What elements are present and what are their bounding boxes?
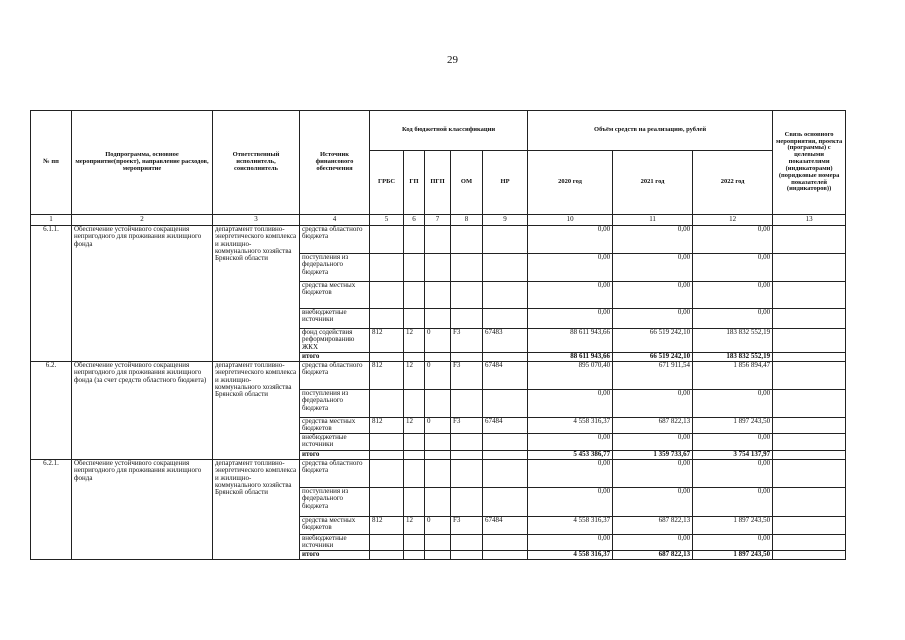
amount-y2021: 66 519 242,10 [613,329,693,353]
header-volume: Объём средств на реализацию, рублей [528,111,773,151]
amount-y2022: 0,00 [693,282,773,309]
column-index: 4 [300,215,370,226]
code-empty [370,451,404,460]
header-source: Источник финансового обеспечения [300,111,370,215]
code-pgp: 0 [425,517,451,535]
funding-source: внебюджетные источники [300,535,370,551]
header-grbs: ГРБС [370,151,404,215]
code-empty [483,353,528,362]
amount-y2022: 0,00 [693,254,773,282]
code-empty [483,451,528,460]
header-gp: ГП [404,151,425,215]
table-row [31,460,846,488]
header-2021: 2021 год [613,151,693,215]
code-pgp [425,309,451,329]
code-np [483,282,528,309]
code-gp: 12 [404,517,425,535]
code-om [451,254,483,282]
code-np [483,254,528,282]
funding-source: средства местных бюджетов [300,418,370,434]
code-grbs [370,535,404,551]
column-index: 13 [773,215,846,226]
code-pgp [425,434,451,451]
amount-y2022: 183 832 552,19 [693,329,773,353]
code-np [483,390,528,418]
responsible-executor: департамент топливно-энергетического комплекса и жилищно-коммунального хозяйства Брянской области [213,460,300,560]
responsible-executor: департамент топливно-энергетического комплекса и жилищно-коммунального хозяйства Брянской области [213,362,300,460]
amount-y2022: 1 856 894,47 [693,362,773,390]
column-index: 8 [451,215,483,226]
code-grbs [370,434,404,451]
code-pgp: 0 [425,329,451,353]
column-index: 9 [483,215,528,226]
code-pgp [425,488,451,517]
amount-y2021: 671 911,54 [613,362,693,390]
funding-source: фонд содействия реформированию ЖКХ [300,329,370,353]
code-om [451,488,483,517]
code-pgp [425,535,451,551]
code-gp [404,254,425,282]
code-np [483,226,528,254]
funding-source: средства областного бюджета [300,460,370,488]
amount-y2020: 4 558 316,37 [528,517,613,535]
code-gp [404,488,425,517]
code-gp: 12 [404,329,425,353]
amount-y2020: 0,00 [528,309,613,329]
total-y2021: 1 359 733,67 [613,451,693,460]
total-y2022: 183 832 552,19 [693,353,773,362]
indicator-link [773,309,846,329]
header-2020: 2020 год [528,151,613,215]
code-grbs [370,226,404,254]
amount-y2020: 0,00 [528,460,613,488]
code-om [451,460,483,488]
column-index: 10 [528,215,613,226]
program-name: Обеспечение устойчивого сокращения непригодного для проживания жилищного фонда (за счет средств областного бюджета) [72,362,213,460]
header-np: НР [483,151,528,215]
code-gp [404,460,425,488]
code-pgp [425,254,451,282]
amount-y2022: 0,00 [693,460,773,488]
row-number: 6.1.1. [31,226,72,362]
indicator-link [773,517,846,535]
amount-y2021: 0,00 [613,460,693,488]
code-pgp: 0 [425,362,451,390]
amount-y2021: 0,00 [613,226,693,254]
responsible-executor: департамент топливно-энергетического комплекса и жилищно-коммунального хозяйства Брянской области [213,226,300,362]
amount-y2022: 0,00 [693,434,773,451]
code-np: 67484 [483,517,528,535]
amount-y2021: 0,00 [613,535,693,551]
code-empty [425,451,451,460]
amount-y2021: 0,00 [613,254,693,282]
amount-y2020: 0,00 [528,488,613,517]
amount-y2020: 895 070,40 [528,362,613,390]
amount-y2021: 0,00 [613,488,693,517]
column-index: 6 [404,215,425,226]
code-pgp [425,460,451,488]
code-empty [425,353,451,362]
amount-y2022: 1 897 243,50 [693,418,773,434]
amount-y2020: 4 558 316,37 [528,418,613,434]
code-np [483,309,528,329]
indicator-link [773,434,846,451]
row-number: 6.2.1. [31,460,72,560]
total-y2022: 3 754 137,97 [693,451,773,460]
amount-y2021: 687 822,13 [613,418,693,434]
code-np [483,434,528,451]
code-om: F3 [451,418,483,434]
total-y2020: 4 558 316,37 [528,551,613,560]
funding-source: внебюджетные источники [300,309,370,329]
code-np: 67484 [483,418,528,434]
indicator-link [773,551,846,560]
indicator-link [773,362,846,390]
amount-y2020: 0,00 [528,535,613,551]
column-index: 5 [370,215,404,226]
code-grbs [370,390,404,418]
amount-y2021: 687 822,13 [613,517,693,535]
code-empty [451,551,483,560]
header-budget-code: Код бюджетной классификации [370,111,528,151]
indicator-link [773,535,846,551]
header-program: Подпрограмма, основное мероприятие(проект), направление расходов, мероприятие [72,111,213,215]
amount-y2020: 0,00 [528,282,613,309]
amount-y2020: 0,00 [528,226,613,254]
indicator-link [773,460,846,488]
code-pgp: 0 [425,418,451,434]
code-grbs [370,460,404,488]
amount-y2020: 0,00 [528,390,613,418]
indicator-link [773,329,846,353]
page-number: 29 [447,54,458,66]
amount-y2021: 0,00 [613,434,693,451]
code-gp [404,390,425,418]
funding-source: поступления из федерального бюджета [300,254,370,282]
table-body [31,226,846,560]
code-np [483,488,528,517]
code-om: F3 [451,362,483,390]
total-y2020: 5 453 386,77 [528,451,613,460]
code-grbs [370,254,404,282]
funding-source: поступления из федерального бюджета [300,390,370,418]
code-pgp [425,390,451,418]
code-om [451,226,483,254]
header-responsible: Ответственный исполнитель, соисполнитель [213,111,300,215]
code-gp [404,535,425,551]
amount-y2022: 0,00 [693,535,773,551]
code-np: 67483 [483,329,528,353]
code-grbs [370,282,404,309]
code-gp [404,309,425,329]
code-om [451,434,483,451]
code-om: F3 [451,329,483,353]
indicator-link [773,353,846,362]
code-empty [451,451,483,460]
indicator-link [773,390,846,418]
code-empty [404,551,425,560]
code-grbs [370,309,404,329]
amount-y2021: 0,00 [613,309,693,329]
funding-source: внебюджетные источники [300,434,370,451]
header-2022: 2022 год [693,151,773,215]
funding-source: поступления из федерального бюджета [300,488,370,517]
amount-y2022: 0,00 [693,390,773,418]
budget-table [30,110,846,560]
code-empty [483,551,528,560]
code-grbs [370,488,404,517]
code-grbs: 812 [370,329,404,353]
indicator-link [773,226,846,254]
code-gp [404,434,425,451]
total-y2020: 88 611 943,66 [528,353,613,362]
header-pgp: ПГП [425,151,451,215]
code-empty [404,353,425,362]
code-pgp [425,282,451,309]
program-name: Обеспечение устойчивого сокращения непригодного для проживания жилищного фонда [72,226,213,362]
amount-y2022: 1 897 243,50 [693,517,773,535]
code-grbs: 812 [370,517,404,535]
code-grbs: 812 [370,418,404,434]
code-empty [451,353,483,362]
code-grbs: 812 [370,362,404,390]
table-row [31,226,846,254]
code-gp: 12 [404,418,425,434]
code-np [483,460,528,488]
indicator-link [773,488,846,517]
code-np: 67484 [483,362,528,390]
header-link: Связь основного мероприятия, проекта (программы) с целевыми показателями (индикаторами) (порядковые номера показателей (индикаторов)) [773,111,846,215]
total-label: итого [300,451,370,460]
table-row [31,362,846,390]
header-num: № пп [31,111,72,215]
indicator-link [773,254,846,282]
code-om [451,390,483,418]
funding-source: средства местных бюджетов [300,517,370,535]
total-label: итого [300,353,370,362]
column-index-row [31,215,846,226]
total-y2022: 1 897 243,50 [693,551,773,560]
column-index: 12 [693,215,773,226]
code-gp [404,282,425,309]
total-y2021: 687 822,13 [613,551,693,560]
total-label: итого [300,551,370,560]
column-index: 3 [213,215,300,226]
code-gp: 12 [404,362,425,390]
code-om [451,282,483,309]
code-empty [370,353,404,362]
header-om: ОМ [451,151,483,215]
total-y2021: 66 519 242,10 [613,353,693,362]
column-index: 1 [31,215,72,226]
code-gp [404,226,425,254]
funding-source: средства областного бюджета [300,362,370,390]
amount-y2021: 0,00 [613,390,693,418]
amount-y2020: 0,00 [528,434,613,451]
amount-y2022: 0,00 [693,309,773,329]
indicator-link [773,282,846,309]
amount-y2021: 0,00 [613,282,693,309]
column-index: 2 [72,215,213,226]
column-index: 11 [613,215,693,226]
code-om [451,535,483,551]
code-empty [370,551,404,560]
funding-source: средства местных бюджетов [300,282,370,309]
program-name: Обеспечение устойчивого сокращения непригодного для проживания жилищного фонда [72,460,213,560]
amount-y2020: 0,00 [528,254,613,282]
amount-y2022: 0,00 [693,488,773,517]
code-om: F3 [451,517,483,535]
code-om [451,309,483,329]
code-np [483,535,528,551]
code-empty [425,551,451,560]
indicator-link [773,418,846,434]
indicator-link [773,451,846,460]
amount-y2020: 88 611 943,66 [528,329,613,353]
code-pgp [425,226,451,254]
amount-y2022: 0,00 [693,226,773,254]
funding-source: средства областного бюджета [300,226,370,254]
row-number: 6.2. [31,362,72,460]
column-index: 7 [425,215,451,226]
code-empty [404,451,425,460]
